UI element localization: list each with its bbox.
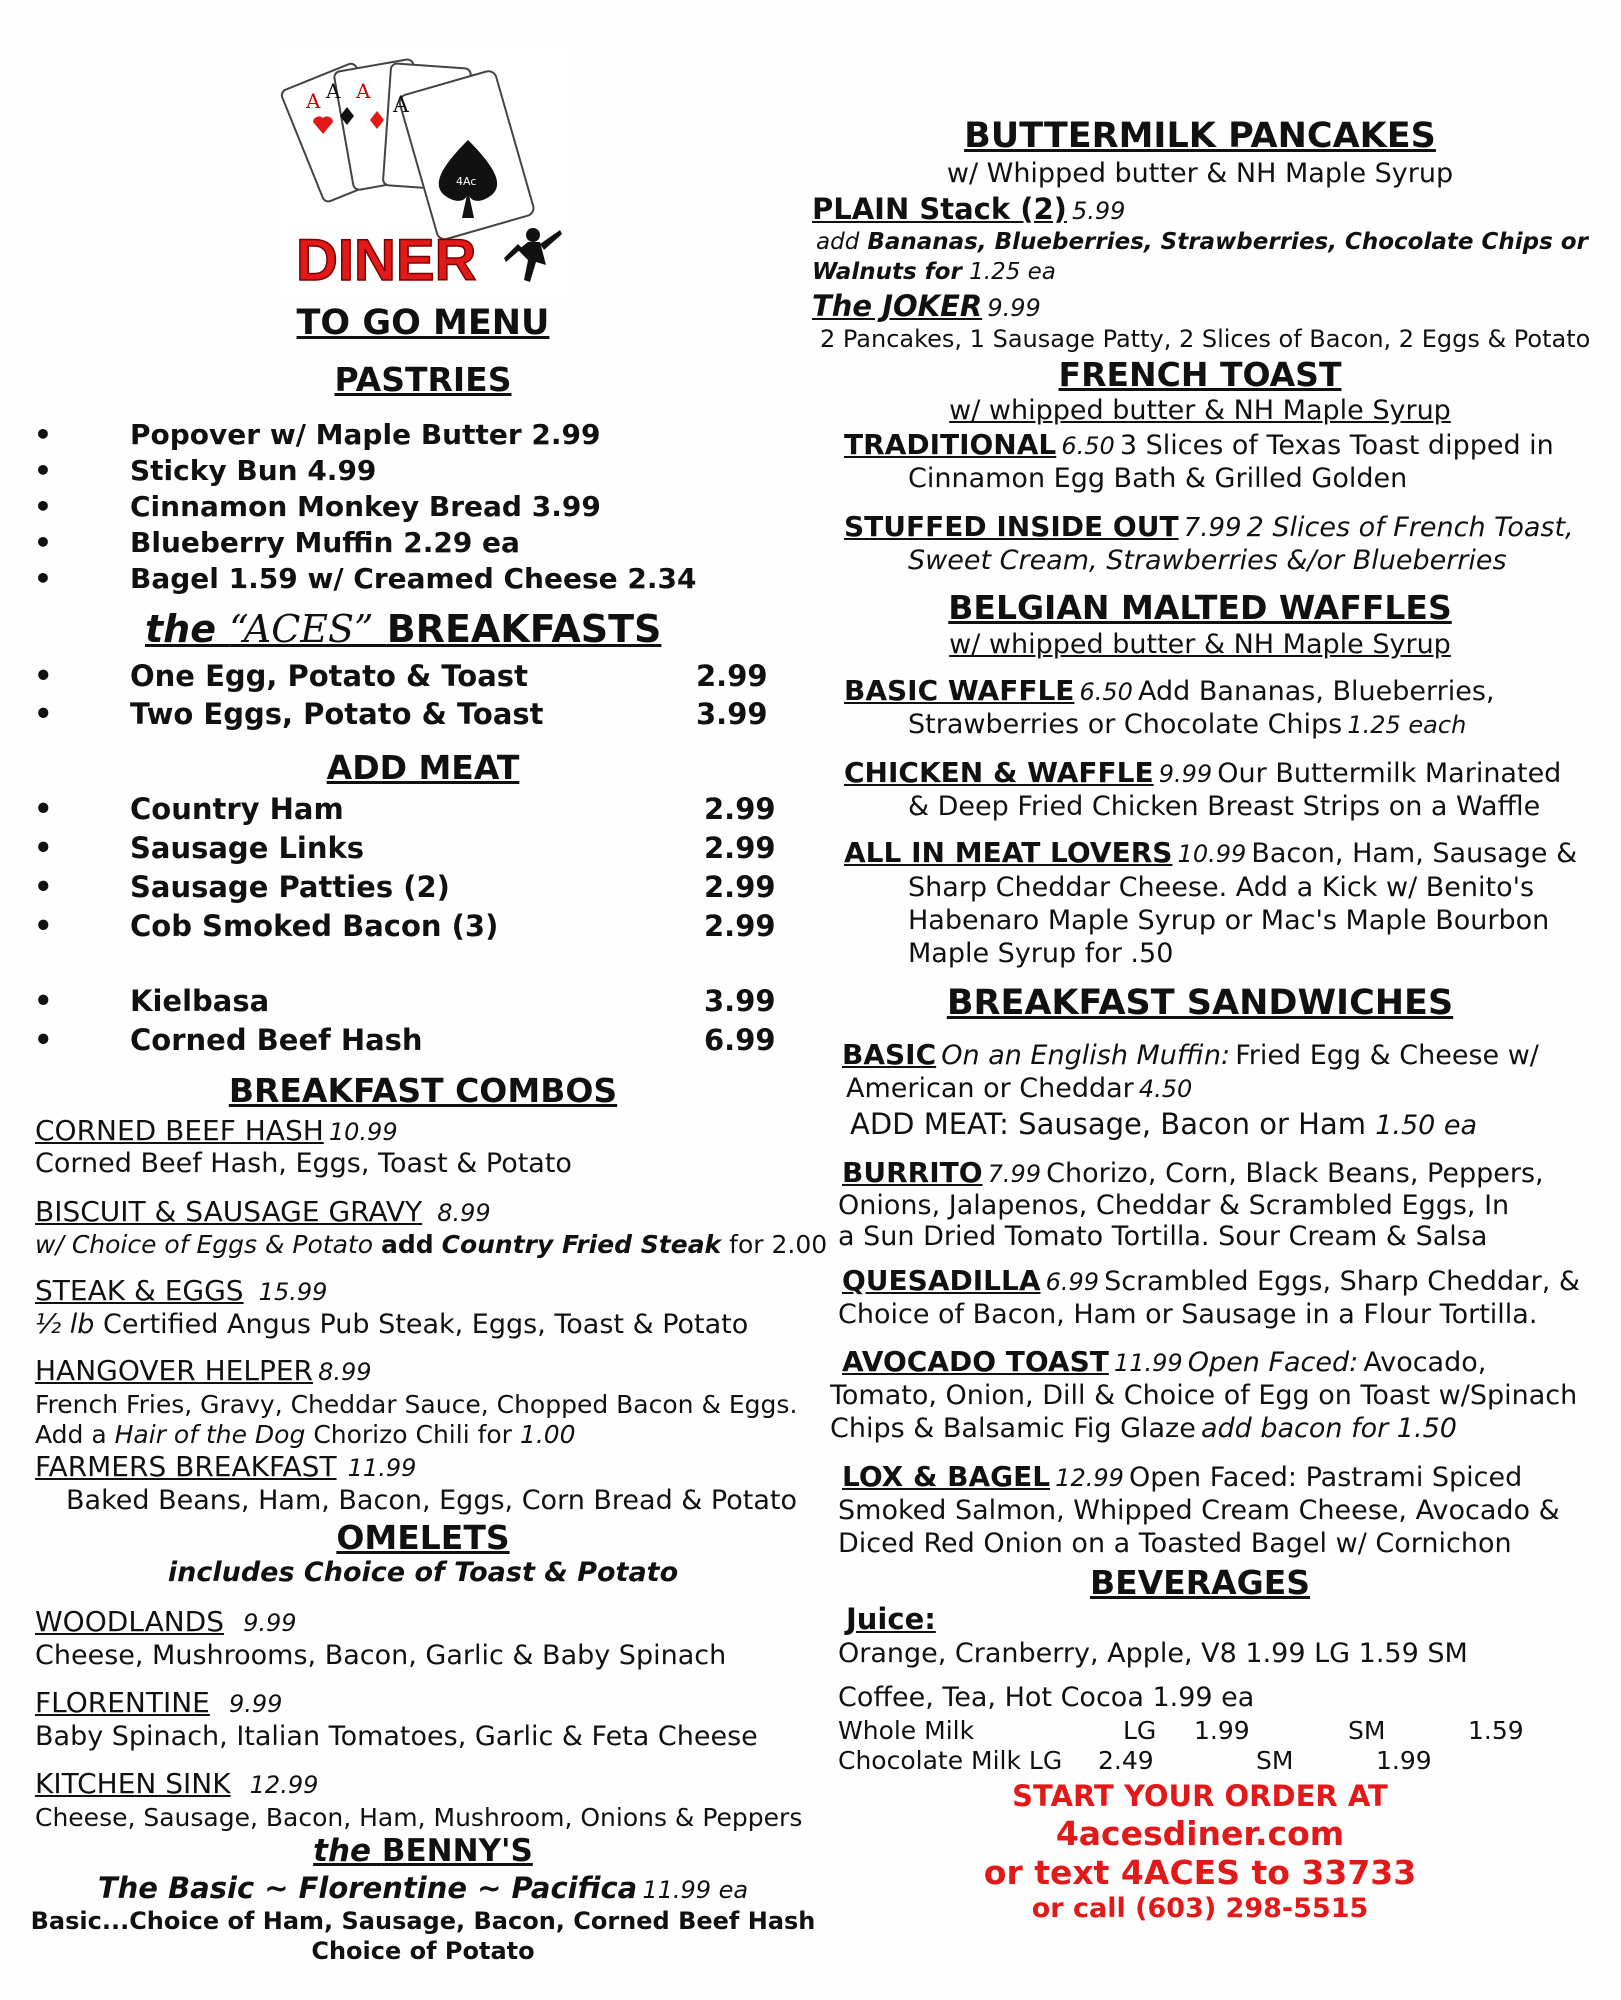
combo-desc: w/ Choice of Eggs & Potato add Country Fried Steak for 2.00 <box>35 1230 828 1259</box>
sandwich-add-meat: ADD MEAT: Sausage, Bacon or Ham 1.50 ea <box>850 1107 1478 1141</box>
french-traditional: TRADITIONAL 6.50 3 Slices of Texas Toast dipped in <box>844 428 1554 461</box>
waffle-desc: Habenaro Maple Syrup or Mac's Maple Bourbon <box>908 905 1550 936</box>
combo-farmers-breakfast: FARMERS BREAKFAST 11.99 <box>35 1450 417 1483</box>
plain-stack: PLAIN Stack (2) 5.99 <box>812 192 1126 226</box>
waffle-basic: BASIC WAFFLE 6.50 Add Bananas, Blueberries, <box>844 674 1495 707</box>
sandwich-desc: Chips & Balsamic Fig Glaze add bacon for 1.50 <box>830 1413 1457 1444</box>
aces-breakfasts-heading: the “ACES” BREAKFASTS <box>145 607 662 651</box>
sandwich-quesadilla: QUESADILLA 6.99 Scrambled Eggs, Sharp Cheddar, & <box>842 1264 1580 1297</box>
diner-wordmark: DINER <box>296 228 477 293</box>
card-letter: A <box>393 93 409 118</box>
sandwich-avocado-toast: AVOCADO TOAST 11.99 Open Faced: Avocado, <box>842 1345 1487 1378</box>
omelet-woodlands: WOODLANDS 9.99 <box>35 1605 297 1638</box>
bennys-heading: the BENNY'S <box>313 1833 533 1869</box>
bennys-line: Choice of Potato <box>311 1937 535 1965</box>
combo-desc: Baked Beans, Ham, Bacon, Eggs, Corn Bread & Potato <box>66 1485 798 1516</box>
omelet-desc: Baby Spinach, Italian Tomatoes, Garlic & Feta Cheese <box>35 1721 758 1752</box>
chocolate-milk-row: Chocolate Milk LG 2.49 SM 1.99 <box>838 1746 1432 1775</box>
omelets-subtitle: includes Choice of Toast & Potato <box>167 1557 679 1588</box>
sandwich-desc: Diced Red Onion on a Toasted Bagel w/ Cornichon <box>838 1528 1512 1559</box>
aces-cards-logo-icon <box>278 50 570 295</box>
juice-line: Orange, Cranberry, Apple, V8 1.99 LG 1.59 SM <box>838 1638 1468 1669</box>
the-joker: The JOKER 9.99 <box>812 289 1041 323</box>
add-meat-heading: ADD MEAT <box>326 748 520 787</box>
french-desc: Sweet Cream, Strawberries &/or Blueberries <box>908 545 1507 576</box>
sandwich-desc: American or Cheddar 4.50 <box>846 1073 1193 1104</box>
coffee-line: Coffee, Tea, Hot Cocoa 1.99 ea <box>838 1682 1255 1713</box>
juice-label: Juice: <box>846 1602 936 1636</box>
right-column <box>800 0 1621 2000</box>
waffle-chicken: CHICKEN & WAFFLE 9.99 Our Buttermilk Marinated <box>844 756 1562 789</box>
omelet-kitchen-sink: KITCHEN SINK 12.99 <box>35 1767 319 1800</box>
card-badge: 4Ac <box>456 175 477 188</box>
whole-milk-row: Whole Milk LG 1.99 SM 1.59 <box>838 1716 1524 1745</box>
omelets-heading: OMELETS <box>336 1518 510 1557</box>
sandwich-desc: Onions, Jalapenos, Cheddar & Scrambled Eggs, In <box>838 1190 1510 1221</box>
menu-title: TO GO MENU <box>296 303 550 343</box>
french-toast-subtitle: w/ whipped butter & NH Maple Syrup <box>949 395 1451 426</box>
card-letter: A <box>356 79 371 103</box>
order-text-line: or text 4ACES to 33733 <box>983 1853 1417 1892</box>
combo-desc: Corned Beef Hash, Eggs, Toast & Potato <box>35 1148 572 1179</box>
french-stuffed: STUFFED INSIDE OUT 7.99 2 Slices of French Toast, <box>844 510 1574 543</box>
pancakes-addons: add Bananas, Blueberries, Strawberries, Chocolate Chips or <box>816 229 1588 255</box>
order-website-link[interactable]: 4acesdiner.com <box>1055 1814 1345 1853</box>
card-letter: A <box>306 89 321 113</box>
joker-desc: 2 Pancakes, 1 Sausage Patty, 2 Slices of Bacon, 2 Eggs & Potato <box>820 325 1591 353</box>
combo-hangover-helper: HANGOVER HELPER 8.99 <box>35 1354 372 1387</box>
left-column: A A A A 4Ac DINER TO GO MENU PASTRIES • Popover w/ Maple Butter 2.99 • Sticky Bun 4.99 • Cinnamon Monkey Bread 3.99 • Blueberry Muffin 2.29 ea • Bagel 1.59 w/ Creamed Cheese 2.34 the “ACES” BREAKFASTS • One Egg, Potato & Toast 2.99 • Two Eggs, Potato & Toast 3.99 ADD MEAT • Country Ham 2.99 • Sausage Links 2.99 • Sausage Patties (2) 2.99 • Cob Smoked Bacon (3) 2.99 • Kielbasa 3.99 • Corned Beef Hash 6.99 BREAKFAST COMBOS CORNED BEEF HASH 10.99 Corned Beef Hash, Eggs, Toast & Potato BISCUIT & SAUSAGE GRAVY 8.99 w/ Choice of Eggs & Potato add Country Fried Steak for 2.00 STEAK & EGGS 15.99 ½ lb Certified Angus Pub Steak, Eggs, Toast & Potato HANGOVER HELPER 8.99 French Fries, Gravy, Cheddar Sauce, Chopped Bacon & Eggs. Add a Hair of the Dog Chorizo Chili for 1.00 FARMERS BREAKFAST 11.99 Baked Beans, Ham, Bacon, Eggs, Corn Bread & Potato OMELETS includes Choice of Toast & Potato WOODLANDS 9.99 Cheese, Mushrooms, Bacon, Garlic & Baby Spinach FLORENTINE 9.99 Baby Spinach, Italian Tomatoes, Garlic & Feta Cheese KITCHEN SINK 12.99 Cheese, Sausage, Bacon, Ham, Mushroom, Onions & Peppers the BENNY'S The Basic ~ Florentine ~ Pacifica 11.99 ea Basic...Choice of Ham, Sausage, Bacon, Corned Beef Hash Choice of Potato <box>0 0 800 2000</box>
pancakes-subtitle: w/ Whipped butter & NH Maple Syrup <box>946 158 1454 189</box>
pancakes-heading: BUTTERMILK PANCAKES <box>964 116 1436 156</box>
omelet-florentine: FLORENTINE 9.99 <box>35 1686 283 1719</box>
combo-steak-eggs: STEAK & EGGS 15.99 <box>35 1274 328 1307</box>
waffle-desc: & Deep Fried Chicken Breast Strips on a Waffle <box>908 791 1541 822</box>
order-phone: or call (603) 298-5515 <box>1031 1893 1369 1924</box>
sandwiches-heading: BREAKFAST SANDWICHES <box>946 983 1454 1023</box>
waffles-heading: BELGIAN MALTED WAFFLES <box>948 588 1452 627</box>
bennys-line: The Basic ~ Florentine ~ Pacifica 11.99 ea <box>97 1871 749 1905</box>
waffles-subtitle: w/ whipped butter & NH Maple Syrup <box>949 629 1451 660</box>
combo-desc: Add a Hair of the Dog Chorizo Chili for 1.00 <box>35 1420 576 1449</box>
waffle-desc: Sharp Cheddar Cheese. Add a Kick w/ Benito's <box>908 872 1535 903</box>
sandwich-lox-bagel: LOX & BAGEL 12.99 Open Faced: Pastrami Spiced <box>842 1460 1523 1493</box>
card-letter: A <box>326 79 341 103</box>
omelet-desc: Cheese, Sausage, Bacon, Ham, Mushroom, Onions & Peppers <box>35 1803 803 1832</box>
combo-desc: French Fries, Gravy, Cheddar Sauce, Chopped Bacon & Eggs. <box>35 1390 798 1419</box>
waffle-desc: Maple Syrup for .50 <box>908 938 1174 969</box>
combo-biscuit-gravy: BISCUIT & SAUSAGE GRAVY 8.99 <box>35 1195 491 1228</box>
sandwich-desc: Smoked Salmon, Whipped Cream Cheese, Avocado & <box>838 1495 1560 1526</box>
waffle-desc: Strawberries or Chocolate Chips 1.25 each <box>908 709 1467 740</box>
combos-heading: BREAKFAST COMBOS <box>228 1071 618 1110</box>
beverages-heading: BEVERAGES <box>1089 1563 1311 1602</box>
sandwich-desc: a Sun Dried Tomato Tortilla. Sour Cream & Salsa <box>838 1221 1488 1252</box>
sandwich-desc: Choice of Bacon, Ham or Sausage in a Flour Tortilla. <box>838 1299 1538 1330</box>
omelet-desc: Cheese, Mushrooms, Bacon, Garlic & Baby Spinach <box>35 1640 727 1671</box>
sandwich-burrito: BURRITO 7.99 Chorizo, Corn, Black Beans, Peppers, <box>842 1156 1544 1189</box>
french-desc: Cinnamon Egg Bath & Grilled Golden <box>908 463 1408 494</box>
diner-logo <box>278 50 570 295</box>
order-cta: START YOUR ORDER AT <box>1012 1779 1388 1813</box>
combo-corned-beef-hash: CORNED BEEF HASH 10.99 <box>35 1114 398 1147</box>
combo-desc: ½ lb Certified Angus Pub Steak, Eggs, Toast & Potato <box>35 1309 749 1340</box>
pastries-heading: PASTRIES <box>334 360 512 399</box>
sandwich-desc: Tomato, Onion, Dill & Choice of Egg on Toast w/Spinach <box>830 1380 1578 1411</box>
pancakes-addons: Walnuts for 1.25 ea <box>812 259 1056 285</box>
waffle-meat-lovers: ALL IN MEAT LOVERS 10.99 Bacon, Ham, Sausage & <box>844 836 1578 869</box>
french-toast-heading: FRENCH TOAST <box>1058 355 1342 394</box>
bennys-line: Basic...Choice of Ham, Sausage, Bacon, Corned Beef Hash <box>30 1907 816 1935</box>
sandwich-basic: BASIC On an English Muffin: Fried Egg & Cheese w/ <box>842 1038 1539 1071</box>
